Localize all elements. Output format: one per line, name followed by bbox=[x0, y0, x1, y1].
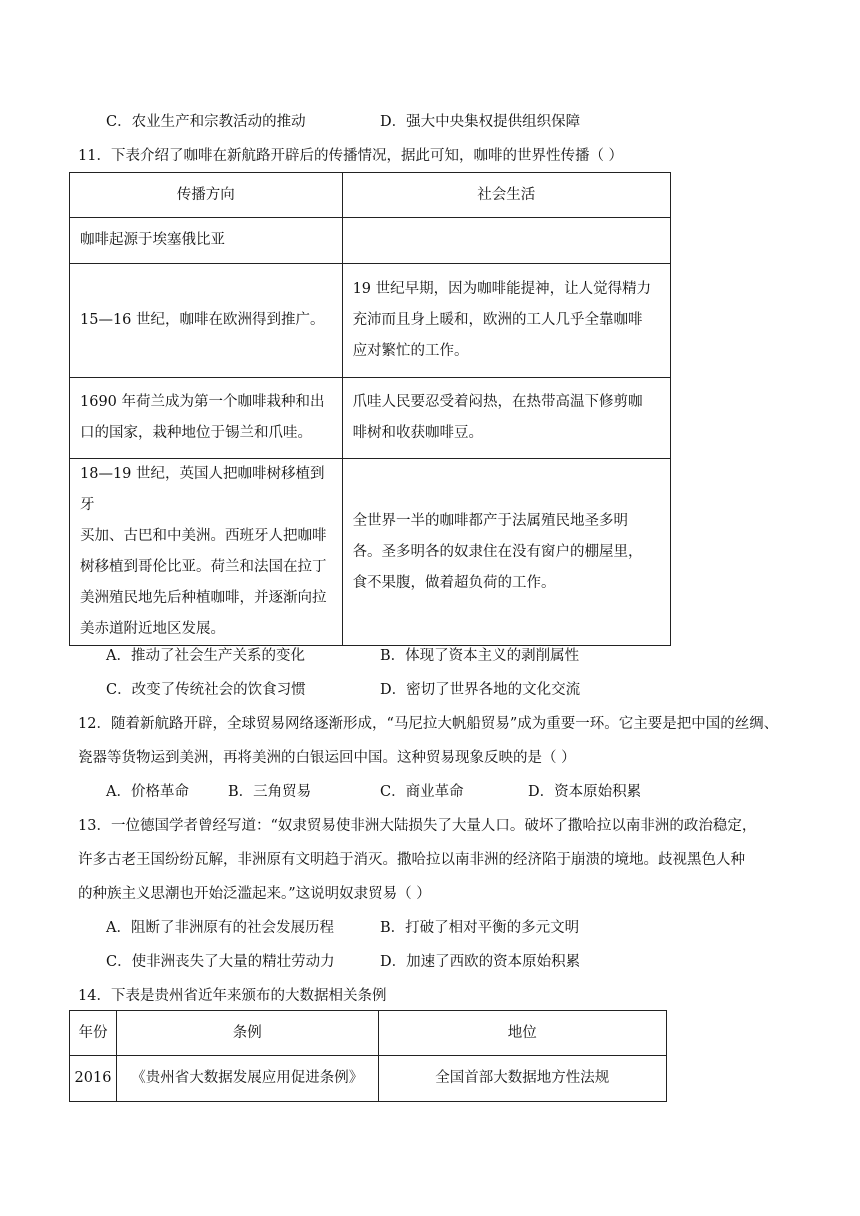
table-header-row bbox=[70, 173, 671, 218]
q12-stem-line2: 瓷器等货物运到美洲，再将美洲的白银运回中国。这种贸易现象反映的是（ ） bbox=[78, 750, 576, 766]
cell-line: 食不果腹，做着超负荷的工作。 bbox=[352, 574, 556, 591]
q14-stem: 14．下表是贵州省近年来颁布的大数据相关条例 bbox=[78, 988, 387, 1004]
table-cell bbox=[342, 378, 670, 459]
cell-line: 树移植到哥伦比亚。荷兰和法国在拉丁 bbox=[80, 559, 327, 575]
cell-line: 爪哇人民要忍受着闷热，在热带高温下修剪咖 bbox=[352, 394, 643, 410]
table-cell: 全国首部大数据地方性法规 bbox=[378, 1056, 666, 1102]
table-cell: 2016 bbox=[70, 1056, 117, 1102]
cell-line: 美赤道附近地区发展。 bbox=[80, 621, 225, 637]
table-header-cell: 社会生活 bbox=[342, 173, 670, 218]
table-cell bbox=[70, 264, 343, 378]
table-row bbox=[70, 264, 671, 378]
q11-option-d: D．密切了世界各地的文化交流 bbox=[380, 682, 581, 698]
q10-option-c: C．农业生产和宗教活动的推动 bbox=[106, 114, 306, 130]
q13-option-c: C．使非洲丧失了大量的精壮劳动力 bbox=[106, 954, 335, 970]
cell-line: 买加、古巴和中美洲。西班牙人把咖啡 bbox=[80, 528, 327, 544]
q10-option-d: D．强大中央集权提供组织保障 bbox=[380, 114, 581, 130]
cell-line: 美洲殖民地先后种植咖啡，并逐渐向拉 bbox=[80, 590, 327, 606]
cell-line: 18—19 世纪，英国人把咖啡树移植到牙 bbox=[80, 466, 325, 513]
table-cell: 《贵州省大数据发展应用促进条例》 bbox=[116, 1056, 378, 1102]
table-header-cell: 地位 bbox=[378, 1011, 666, 1056]
q11-option-b: B．体现了资本主义的剥削属性 bbox=[380, 648, 580, 664]
q13-option-a: A．阻断了非洲原有的社会发展历程 bbox=[106, 920, 334, 936]
q11-table bbox=[69, 172, 671, 646]
cell-line: 啡树和收获咖啡豆。 bbox=[352, 425, 484, 441]
table-row bbox=[70, 218, 671, 264]
q13-stem-line1: 13．一位德国学者曾经写道：“奴隶贸易使非洲大陆损失了大量人口。破坏了撒哈拉以南非洲的政治稳定， bbox=[78, 818, 757, 834]
table-header-cell: 年份 bbox=[70, 1011, 117, 1056]
table-cell bbox=[342, 459, 670, 646]
q12-option-a: A．价格革命 bbox=[106, 784, 189, 800]
q12-stem-line1: 12．随着新航路开辟，全球贸易网络逐渐形成，“马尼拉大帆船贸易”成为重要一环。它主要是把中国的丝绸、 bbox=[78, 716, 779, 732]
cell-line: 1690 年荷兰成为第一个咖啡栽种和出 bbox=[80, 394, 325, 410]
table-row bbox=[70, 1056, 667, 1102]
q13-option-d: D．加速了西欧的资本原始积累 bbox=[380, 954, 581, 970]
cell-line: 各。圣多明各的奴隶住在没有窗户的棚屋里， bbox=[352, 543, 643, 560]
table-row bbox=[70, 378, 671, 459]
table-cell bbox=[70, 378, 343, 459]
q13-stem-line3: 的种族主义思潮也开始泛滥起来。”这说明奴隶贸易（ ） bbox=[78, 886, 431, 902]
q13-option-b: B．打破了相对平衡的多元文明 bbox=[380, 920, 580, 936]
table-cell bbox=[70, 459, 343, 646]
cell-line: 口的国家，栽种地位于锡兰和爪哇。 bbox=[80, 425, 312, 441]
q12-option-c: C．商业革命 bbox=[380, 784, 464, 800]
q14-table bbox=[69, 1010, 667, 1102]
cell-line: 应对繁忙的工作。 bbox=[352, 343, 469, 359]
cell-line: 咖啡起源于埃塞俄比亚 bbox=[80, 232, 225, 248]
table-cell bbox=[342, 264, 670, 378]
table-header-row bbox=[70, 1011, 667, 1056]
cell-line: 充沛而且身上暖和，欧洲的工人几乎全靠咖啡 bbox=[352, 312, 643, 328]
table-cell bbox=[70, 218, 343, 264]
table-row bbox=[70, 459, 671, 646]
q11-option-a: A．推动了社会生产关系的变化 bbox=[106, 648, 305, 664]
cell-line: 15—16 世纪，咖啡在欧洲得到推广。 bbox=[80, 312, 325, 328]
table-cell bbox=[342, 218, 670, 264]
table-header-cell: 条例 bbox=[116, 1011, 378, 1056]
q13-stem-line2: 许多古老王国纷纷瓦解，非洲原有文明趋于消灭。撒哈拉以南非洲的经济陷于崩溃的境地。歧视黑色人种 bbox=[78, 852, 745, 868]
cell-line: 全世界一半的咖啡都产于法属殖民地圣多明 bbox=[352, 512, 629, 529]
q12-option-d: D．资本原始积累 bbox=[528, 784, 642, 800]
cell-line: 19 世纪早期，因为咖啡能提神，让人觉得精力 bbox=[352, 281, 652, 297]
q11-stem: 11．下表介绍了咖啡在新航路开辟后的传播情况，据此可知，咖啡的世界性传播（ ） bbox=[78, 148, 624, 164]
q11-option-c: C．改变了传统社会的饮食习惯 bbox=[106, 682, 306, 698]
table-header-cell: 传播方向 bbox=[70, 173, 343, 218]
q12-option-b: B．三角贸易 bbox=[228, 784, 312, 800]
